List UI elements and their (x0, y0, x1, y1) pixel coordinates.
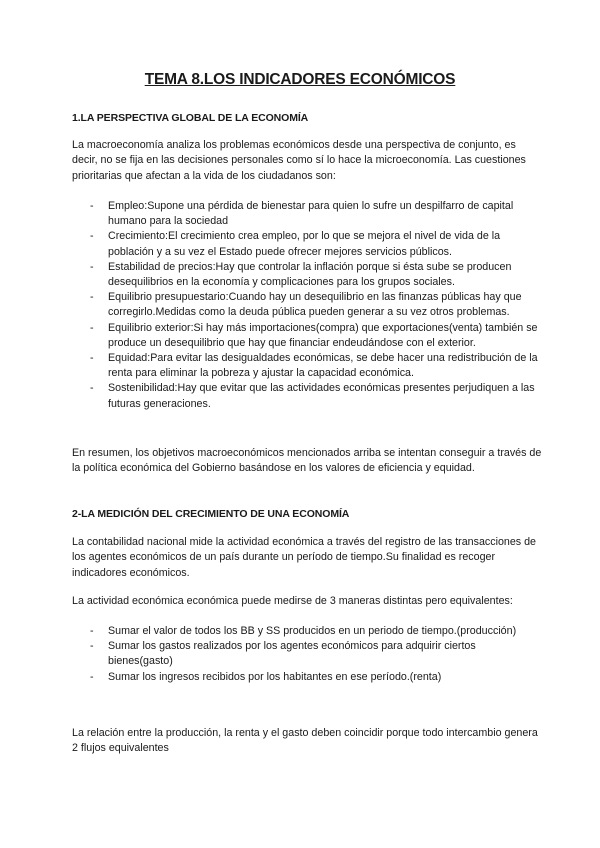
list-item: - Crecimiento:El crecimiento crea empleo, por lo que se mejora el nivel de vida de la población y a su vez el Estado puede ofrecer mejores servicios públicos. (90, 230, 501, 258)
bullet-dash: - (90, 382, 94, 395)
section-2-heading: 2-LA MEDICIÓN DEL CRECIMIENTO DE UNA ECONOMÍA (72, 508, 350, 520)
section-2-list (72, 624, 542, 685)
section-1-list (72, 199, 542, 412)
section-1-intro: La macroeconomía analiza los problemas económicos desde una perspectiva de conjunto, es decir, no se fija en las decisiones personales como sí lo hace la microeconomía. Las cuestiones prioritarias que afectan a la vida de los ciudadanos son: (72, 139, 526, 182)
bullet-dash: - (90, 321, 94, 334)
list-item: - Equilibrio presupuestario:Cuando hay un desequilibrio en las finanzas públicas hay que corregirlo.Medidas como la deuda pública pueden generar a su vez otros problemas. (90, 291, 522, 319)
list-item: - Equidad:Para evitar las desigualdades económicas, se debe hacer una redistribución de la renta para eliminar la pobreza y ajustar la capacidad económica. (90, 352, 538, 380)
section-2-conclusion: La relación entre la producción, la renta y el gasto deben coincidir porque todo intercambio genera 2 flujos equivalentes (72, 727, 538, 755)
list-item: - Equilibrio exterior:Si hay más importaciones(compra) que exportaciones(venta) también se produce un desequilibrio que hay que financiar endeudándose con el exterior. (90, 321, 538, 349)
bullet-dash: - (90, 670, 94, 683)
bullet-dash: - (90, 291, 94, 304)
bullet-dash: - (90, 352, 94, 365)
list-item: - Sostenibilidad:Hay que evitar que las actividades económicas presentes perjudiquen a las futuras generaciones. (90, 382, 535, 410)
section-2-measure-intro: La actividad económica económica puede medirse de 3 maneras distintas pero equivalentes: (72, 595, 513, 607)
bullet-dash: - (90, 230, 94, 243)
list-item: - Sumar el valor de todos los BB y SS producidos en un periodo de tiempo.(producción) (72, 624, 542, 639)
section-2-intro: La contabilidad nacional mide la actividad económica a través del registro de las transacciones de los agentes económicos de un país durante un período de tiempo.Su finalidad es recoger indicadores económicos. (72, 536, 536, 579)
bullet-dash: - (90, 625, 94, 637)
list-item: - Estabilidad de precios:Hay que controlar la inflación porque si ésta sube se producen desequilibrios en la economía y complicaciones para los grupos sociales. (90, 260, 512, 289)
section-1-conclusion: En resumen, los objetivos macroeconómicos mencionados arriba se intentan conseguir a través de la política económica del Gobierno basándose en los valores de eficiencia y equidad. (72, 447, 542, 475)
list-item: - Sumar los gastos realizados por los agentes económicos para adquirir ciertos bienes(gasto) (90, 640, 476, 668)
list-item: - Empleo:Supone una pérdida de bienestar para quien lo sufre un despilfarro de capital humano para la sociedad (90, 200, 514, 228)
bullet-dash: - (90, 640, 94, 653)
bullet-dash: - (90, 200, 94, 212)
section-1-heading: 1.LA PERSPECTIVA GLOBAL DE LA ECONOMÍA (72, 112, 309, 124)
bullet-dash: - (90, 260, 94, 273)
page-title: TEMA 8.LOS INDICADORES ECONÓMICOS (144, 71, 456, 88)
list-item: - Sumar los ingresos recibidos por los habitantes en ese período.(renta) (72, 670, 542, 685)
